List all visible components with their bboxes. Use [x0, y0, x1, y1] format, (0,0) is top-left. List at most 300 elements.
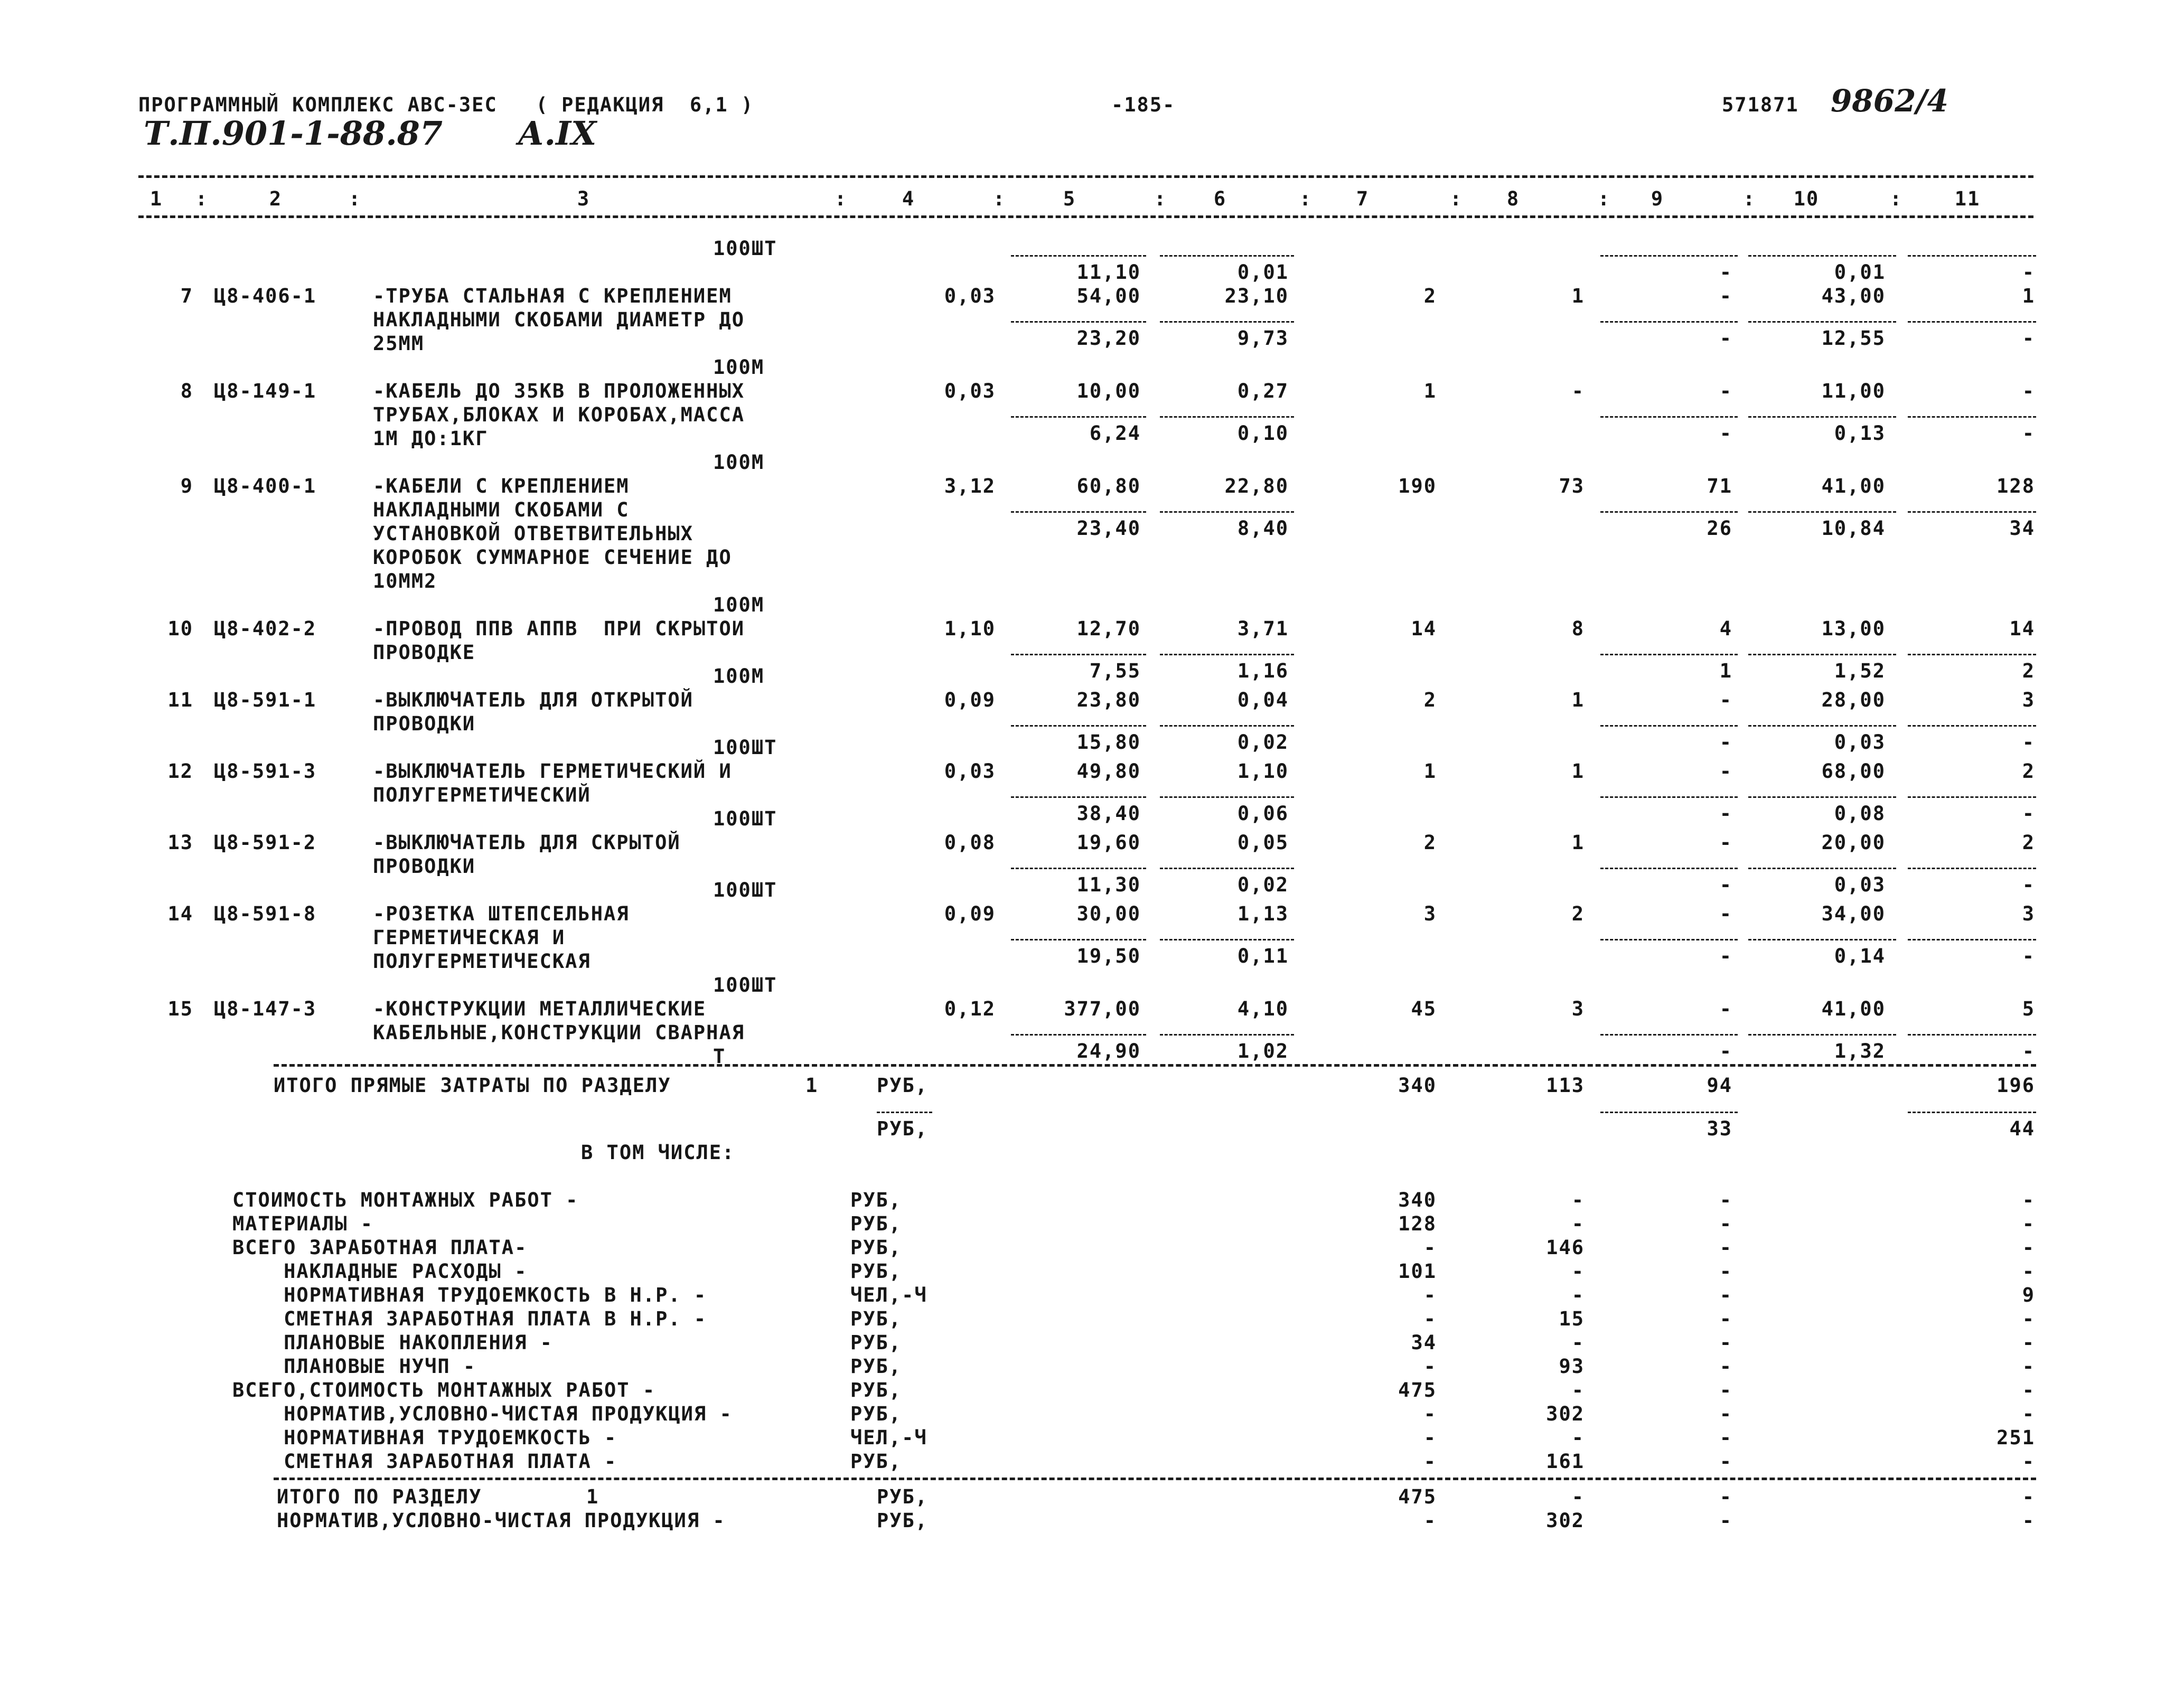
sub-rule [877, 1112, 932, 1113]
row-description: УСТАНОВКОЙ ОТВЕТВИТЕЛЬНЫХ [373, 522, 693, 545]
sub-rule [1908, 255, 2036, 257]
top-value-col6: 0,01 [1237, 261, 1289, 284]
sub-value-col10: 0,14 [1834, 945, 1886, 967]
row-value-c11: 5 [2022, 998, 2035, 1020]
row-value-c6: 1,10 [1237, 760, 1289, 783]
final-value-c11: - [2022, 1509, 2035, 1532]
sub-value-col6: 1,02 [1237, 1040, 1289, 1062]
total-sub-c9: 33 [1707, 1117, 1732, 1140]
sub-value-col9: - [1719, 802, 1732, 825]
sub-value-col11: - [2022, 327, 2035, 350]
summary-value-c11: - [2022, 1307, 2035, 1330]
row-description: -КАБЕЛИ С КРЕПЛЕНИЕМ [373, 475, 630, 497]
sub-value-col6: 0,11 [1237, 945, 1289, 967]
row-number: 13 [167, 831, 193, 854]
summary-unit: РУБ, [850, 1307, 902, 1330]
summary-value-c7: 475 [1398, 1379, 1437, 1401]
row-value-c7: 2 [1423, 689, 1437, 711]
column-header-6: 6 [1213, 187, 1227, 210]
final-value-c9: - [1719, 1485, 1732, 1508]
row-description: ПРОВОДКЕ [373, 641, 476, 664]
sub-rule [1011, 868, 1146, 869]
row-number: 8 [180, 380, 193, 402]
summary-value-c11: 251 [1996, 1426, 2035, 1449]
row-description: -ВЫКЛЮЧАТЕЛЬ ГЕРМЕТИЧЕСКИЙ И [373, 760, 732, 783]
final-value-c8: 302 [1546, 1509, 1585, 1532]
sub-rule [1600, 1034, 1738, 1036]
column-header-1: 1 [149, 187, 163, 210]
row-description: 10ММ2 [373, 570, 437, 592]
row-value-c11: 2 [2022, 831, 2035, 854]
column-separator: : [1890, 187, 1903, 210]
row-value-c5: 19,60 [1076, 831, 1141, 854]
row-value-c10: 41,00 [1821, 998, 1886, 1020]
row-value-c11: 3 [2022, 902, 2035, 925]
column-separator: : [195, 187, 209, 210]
summary-value-c8: 302 [1546, 1403, 1585, 1425]
row-value-c7: 190 [1398, 475, 1437, 497]
sub-value-col5: 15,80 [1076, 731, 1141, 754]
sub-value-col9: 26 [1707, 517, 1732, 540]
sub-value-col10: 10,84 [1821, 517, 1886, 540]
row-description: ГЕРМЕТИЧЕСКАЯ И [373, 926, 566, 949]
summary-value-c8: - [1571, 1379, 1585, 1401]
unit-label: 100ШТ [713, 879, 777, 901]
sub-rule [1160, 725, 1294, 727]
row-number: 10 [167, 617, 193, 640]
row-value-c7: 3 [1423, 902, 1437, 925]
sub-value-col5: 24,90 [1076, 1040, 1141, 1062]
sub-value-col11: 34 [2009, 517, 2035, 540]
sub-value-col9: - [1719, 422, 1732, 445]
row-description: КАБЕЛЬНЫЕ,КОНСТРУКЦИИ СВАРНАЯ [373, 1021, 745, 1044]
summary-value-c8: - [1571, 1260, 1585, 1283]
row-value-c5: 10,00 [1076, 380, 1141, 402]
unit-label: 100М [713, 594, 765, 616]
row-value-c4: 0,09 [944, 902, 996, 925]
summary-label: НАКЛАДНЫЕ РАСХОДЫ - [232, 1260, 528, 1283]
row-description: -КАБЕЛЬ ДО 35КВ В ПРОЛОЖЕННЫХ [373, 380, 745, 402]
sub-rule [1748, 654, 1896, 655]
summary-label: ВСЕГО ЗАРАБОТНАЯ ПЛАТА- [232, 1236, 528, 1259]
sub-value-col10: 0,08 [1834, 802, 1886, 825]
row-code: Ц8-149-1 [214, 380, 317, 402]
row-number: 11 [167, 689, 193, 711]
summary-value-c9: - [1719, 1189, 1732, 1211]
row-value-c4: 3,12 [944, 475, 996, 497]
summary-label: ПЛАНОВЫЕ НУЧП - [232, 1355, 476, 1378]
row-value-c11: 1 [2022, 285, 2035, 307]
sub-value-col10: 1,32 [1834, 1040, 1886, 1062]
summary-value-c8: 161 [1546, 1450, 1585, 1473]
unit-label: 100ШТ [713, 736, 777, 759]
summary-label: СМЕТНАЯ ЗАРАБОТНАЯ ПЛАТА В Н.Р. - [232, 1307, 707, 1330]
sub-rule [1748, 1034, 1896, 1036]
sub-rule [1748, 255, 1896, 257]
row-value-c10: 13,00 [1821, 617, 1886, 640]
page-number: -185- [1111, 93, 1176, 116]
row-value-c10: 28,00 [1821, 689, 1886, 711]
sub-rule [1160, 654, 1294, 655]
row-value-c7: 14 [1411, 617, 1437, 640]
row-value-c9: - [1719, 902, 1732, 925]
row-description: 25ММ [373, 332, 425, 355]
sub-value-col5: 19,50 [1076, 945, 1141, 967]
row-value-c4: 0,03 [944, 380, 996, 402]
total-unit: РУБ, [877, 1074, 929, 1097]
row-value-c4: 0,12 [944, 998, 996, 1020]
summary-label: НОРМАТИВНАЯ ТРУДОЕМКОСТЬ - [232, 1426, 617, 1449]
sub-value-col9: - [1719, 731, 1732, 754]
summary-value-c9: - [1719, 1355, 1732, 1378]
summary-label: СМЕТНАЯ ЗАРАБОТНАЯ ПЛАТА - [232, 1450, 617, 1473]
row-value-c9: - [1719, 760, 1732, 783]
sub-value-col6: 0,10 [1237, 422, 1289, 445]
handwritten-code: 9862/4 [1831, 83, 1948, 119]
row-value-c5: 377,00 [1064, 998, 1141, 1020]
row-description: -ТРУБА СТАЛЬНАЯ С КРЕПЛЕНИЕМ [373, 285, 732, 307]
summary-value-c9: - [1719, 1426, 1732, 1449]
sub-value-col6: 1,16 [1237, 660, 1289, 682]
including-label: В ТОМ ЧИСЛЕ: [581, 1141, 735, 1164]
row-value-c8: - [1571, 380, 1585, 402]
total-value-c9: 94 [1707, 1074, 1732, 1097]
summary-value-c7: - [1423, 1355, 1437, 1378]
handwritten-project: Т.П.901-1-88.87 [144, 114, 443, 153]
column-header-9: 9 [1651, 187, 1664, 210]
row-description: 1М ДО:1КГ [373, 427, 489, 450]
row-value-c7: 45 [1411, 998, 1437, 1020]
final-value-c7: - [1423, 1509, 1437, 1532]
sub-value-col11: - [2022, 422, 2035, 445]
sub-rule [1160, 255, 1294, 257]
summary-value-c9: - [1719, 1236, 1732, 1259]
summary-unit: РУБ, [850, 1236, 902, 1259]
sub-rule [1600, 416, 1738, 418]
summary-value-c11: - [2022, 1331, 2035, 1354]
sub-rule [1908, 725, 2036, 727]
unit-label: 100ШТ [713, 974, 777, 996]
row-value-c8: 3 [1571, 998, 1585, 1020]
row-value-c8: 2 [1571, 902, 1585, 925]
sub-rule [1600, 1112, 1738, 1113]
summary-unit: ЧЕЛ,-Ч [850, 1426, 927, 1449]
summary-value-c7: - [1423, 1450, 1437, 1473]
sub-rule [1160, 416, 1294, 418]
row-value-c8: 8 [1571, 617, 1585, 640]
row-code: Ц8-406-1 [214, 285, 317, 307]
sub-rule [1748, 511, 1896, 513]
sub-value-col9: - [1719, 873, 1732, 896]
sub-rule [1908, 1034, 2036, 1036]
row-description: -РОЗЕТКА ШТЕПСЕЛЬНАЯ [373, 902, 630, 925]
summary-unit: РУБ, [850, 1403, 902, 1425]
summary-value-c7: - [1423, 1236, 1437, 1259]
row-value-c6: 23,10 [1224, 285, 1289, 307]
summary-value-c11: - [2022, 1189, 2035, 1211]
sub-rule [1748, 321, 1896, 323]
summary-label: НОРМАТИВНАЯ ТРУДОЕМКОСТЬ В Н.Р. - [232, 1284, 707, 1306]
final-value-c11: - [2022, 1485, 2035, 1508]
column-header-8: 8 [1506, 187, 1520, 210]
total-value-c8: 113 [1546, 1074, 1585, 1097]
summary-value-c8: - [1571, 1212, 1585, 1235]
final-value-c9: - [1719, 1509, 1732, 1532]
row-description: ПРОВОДКИ [373, 855, 476, 878]
sub-rule [1600, 654, 1738, 655]
summary-value-c7: 128 [1398, 1212, 1437, 1235]
row-number: 9 [180, 475, 193, 497]
row-description: -ВЫКЛЮЧАТЕЛЬ ДЛЯ СКРЫТОЙ [373, 831, 681, 854]
column-header-10: 10 [1793, 187, 1820, 210]
row-value-c10: 41,00 [1821, 475, 1886, 497]
sub-rule [1011, 939, 1146, 940]
sub-value-col9: - [1719, 327, 1732, 350]
summary-unit: ЧЕЛ,-Ч [850, 1284, 927, 1306]
program-title: ПРОГРАММНЫЙ КОМПЛЕКС АВС-ЗЕС ( РЕДАКЦИЯ 6,1 ) [138, 93, 754, 116]
summary-unit: РУБ, [850, 1260, 902, 1283]
top-value-col9: - [1719, 261, 1732, 284]
row-description: КОРОБОК СУММАРНОЕ СЕЧЕНИЕ ДО [373, 546, 732, 569]
sub-value-col5: 23,40 [1076, 517, 1141, 540]
row-number: 7 [180, 285, 193, 307]
column-header-7: 7 [1356, 187, 1370, 210]
summary-value-c7: - [1423, 1284, 1437, 1306]
summary-value-c8: - [1571, 1426, 1585, 1449]
summary-value-c9: - [1719, 1284, 1732, 1306]
sub-rule [1011, 654, 1146, 655]
summary-value-c7: - [1423, 1307, 1437, 1330]
sub-value-col9: - [1719, 1040, 1732, 1062]
row-description: НАКЛАДНЫМИ СКОБАМИ С [373, 498, 630, 521]
summary-value-c8: - [1571, 1284, 1585, 1306]
final-unit: РУБ, [877, 1509, 929, 1532]
summary-value-c9: - [1719, 1307, 1732, 1330]
summary-value-c11: - [2022, 1403, 2035, 1425]
sub-value-col11: - [2022, 1040, 2035, 1062]
sub-rule [1908, 796, 2036, 798]
total-value-c7: 340 [1398, 1074, 1437, 1097]
row-value-c9: - [1719, 689, 1732, 711]
row-value-c5: 23,80 [1076, 689, 1141, 711]
sub-rule [1011, 321, 1146, 323]
summary-value-c8: - [1571, 1189, 1585, 1211]
sub-value-col5: 23,20 [1076, 327, 1141, 350]
sub-value-col10: 0,03 [1834, 873, 1886, 896]
sub-rule [1908, 939, 2036, 940]
summary-value-c11: - [2022, 1450, 2035, 1473]
row-code: Ц8-591-1 [214, 689, 317, 711]
top-value-col5: 11,10 [1076, 261, 1141, 284]
row-value-c5: 49,80 [1076, 760, 1141, 783]
row-number: 15 [167, 998, 193, 1020]
header-top-rule [138, 175, 2033, 178]
summary-value-c9: - [1719, 1212, 1732, 1235]
sub-value-col5: 38,40 [1076, 802, 1141, 825]
summary-value-c7: 34 [1411, 1331, 1437, 1354]
summary-label: ПЛАНОВЫЕ НАКОПЛЕНИЯ - [232, 1331, 553, 1354]
sub-value-col5: 6,24 [1089, 422, 1141, 445]
sub-rule [1748, 416, 1896, 418]
sub-rule [1600, 321, 1738, 323]
row-value-c6: 0,27 [1237, 380, 1289, 402]
row-value-c8: 1 [1571, 689, 1585, 711]
summary-value-c8: 93 [1559, 1355, 1585, 1378]
sub-value-col10: 0,03 [1834, 731, 1886, 754]
sub-value-col9: - [1719, 945, 1732, 967]
sub-rule [1011, 511, 1146, 513]
sub-rule [1748, 725, 1896, 727]
row-value-c8: 1 [1571, 285, 1585, 307]
row-value-c5: 30,00 [1076, 902, 1141, 925]
sub-value-col11: 2 [2022, 660, 2035, 682]
row-value-c4: 0,09 [944, 689, 996, 711]
column-header-11: 11 [1954, 187, 1981, 210]
row-number: 14 [167, 902, 193, 925]
row-value-c4: 0,03 [944, 285, 996, 307]
row-value-c9: 71 [1707, 475, 1732, 497]
sub-rule [1011, 725, 1146, 727]
row-value-c9: - [1719, 285, 1732, 307]
summary-value-c9: - [1719, 1450, 1732, 1473]
sub-value-col11: - [2022, 873, 2035, 896]
totals-top-rule [274, 1064, 2036, 1067]
sub-rule [1160, 939, 1294, 940]
sub-rule [1160, 321, 1294, 323]
row-value-c4: 0,03 [944, 760, 996, 783]
final-value-c8: - [1571, 1485, 1585, 1508]
summary-unit: РУБ, [850, 1331, 902, 1354]
summary-unit: РУБ, [850, 1355, 902, 1378]
summary-unit: РУБ, [850, 1450, 902, 1473]
summary-value-c7: 340 [1398, 1189, 1437, 1211]
column-header-2: 2 [269, 187, 283, 210]
final-unit: РУБ, [877, 1485, 929, 1508]
row-value-c6: 0,05 [1237, 831, 1289, 854]
row-value-c9: - [1719, 831, 1732, 854]
sub-rule [1908, 654, 2036, 655]
sub-rule [1908, 321, 2036, 323]
row-value-c5: 12,70 [1076, 617, 1141, 640]
sub-value-col6: 0,02 [1237, 873, 1289, 896]
row-code: Ц8-400-1 [214, 475, 317, 497]
summary-value-c7: 101 [1398, 1260, 1437, 1283]
summary-value-c11: - [2022, 1212, 2035, 1235]
sub-value-col10: 0,13 [1834, 422, 1886, 445]
sub-value-col11: - [2022, 731, 2035, 754]
column-header-5: 5 [1063, 187, 1076, 210]
unit-label: 100М [713, 665, 765, 688]
sub-rule [1600, 939, 1738, 940]
row-value-c6: 4,10 [1237, 998, 1289, 1020]
total-unit-2: РУБ, [877, 1117, 929, 1140]
sub-rule [1011, 796, 1146, 798]
row-value-c11: 2 [2022, 760, 2035, 783]
row-value-c5: 54,00 [1076, 285, 1141, 307]
handwritten-album: А.IX [518, 114, 597, 153]
row-value-c7: 1 [1423, 760, 1437, 783]
sub-value-col5: 7,55 [1089, 660, 1141, 682]
sub-rule [1011, 1034, 1146, 1036]
column-separator: : [1598, 187, 1611, 210]
row-value-c8: 73 [1559, 475, 1585, 497]
summary-value-c8: - [1571, 1331, 1585, 1354]
row-value-c4: 1,10 [944, 617, 996, 640]
row-description: -ПРОВОД ППВ АППВ ПРИ СКРЫТОИ [373, 617, 745, 640]
row-description: ПОЛУГЕРМЕТИЧЕСКИЙ [373, 784, 591, 806]
unit-label: 100М [713, 356, 765, 379]
summary-value-c11: - [2022, 1260, 2035, 1283]
sub-rule [1908, 868, 2036, 869]
row-description: ПРОВОДКИ [373, 712, 476, 735]
sub-rule [1600, 255, 1738, 257]
sub-rule [1600, 725, 1738, 727]
row-description: ТРУБАХ,БЛОКАХ И КОРОБАХ,МАССА [373, 403, 745, 426]
final-label: НОРМАТИВ,УСЛОВНО-ЧИСТАЯ ПРОДУКЦИЯ - [277, 1509, 726, 1532]
sub-value-col11: - [2022, 802, 2035, 825]
sub-rule [1600, 511, 1738, 513]
final-label: ИТОГО ПО РАЗДЕЛУ [277, 1485, 482, 1508]
column-header-3: 3 [577, 187, 590, 210]
row-code: Ц8-147-3 [214, 998, 317, 1020]
column-header-4: 4 [902, 187, 915, 210]
sub-rule [1160, 868, 1294, 869]
summary-label: СТОИМОСТЬ МОНТАЖНЫХ РАБОТ - [232, 1189, 579, 1211]
summary-label: ВСЕГО,СТОИМОСТЬ МОНТАЖНЫХ РАБОТ - [232, 1379, 656, 1401]
row-value-c9: - [1719, 998, 1732, 1020]
row-code: Ц8-591-2 [214, 831, 317, 854]
sub-rule [1160, 796, 1294, 798]
column-separator: : [835, 187, 848, 210]
row-value-c10: 43,00 [1821, 285, 1886, 307]
sub-rule [1600, 796, 1738, 798]
summary-value-c9: - [1719, 1379, 1732, 1401]
sub-rule [1011, 255, 1146, 257]
row-value-c7: 2 [1423, 831, 1437, 854]
row-code: Ц8-402-2 [214, 617, 317, 640]
total-value-c11: 196 [1996, 1074, 2035, 1097]
sub-rule [1160, 511, 1294, 513]
row-value-c10: 34,00 [1821, 902, 1886, 925]
sub-value-col6: 0,06 [1237, 802, 1289, 825]
row-code: Ц8-591-3 [214, 760, 317, 783]
sub-value-col5: 11,30 [1076, 873, 1141, 896]
row-description: -КОНСТРУКЦИИ МЕТАЛЛИЧЕСКИЕ [373, 998, 707, 1020]
sub-rule [1160, 1034, 1294, 1036]
sub-value-col10: 1,52 [1834, 660, 1886, 682]
summary-value-c9: - [1719, 1331, 1732, 1354]
column-separator: : [993, 187, 1006, 210]
sub-rule [1011, 416, 1146, 418]
summary-value-c11: 9 [2022, 1284, 2035, 1306]
row-value-c6: 1,13 [1237, 902, 1289, 925]
column-separator: : [1154, 187, 1167, 210]
sub-value-col11: - [2022, 945, 2035, 967]
row-value-c8: 1 [1571, 831, 1585, 854]
sub-rule [1748, 868, 1896, 869]
row-description: ПОЛУГЕРМЕТИЧЕСКАЯ [373, 950, 591, 973]
total-section: 1 [805, 1074, 819, 1097]
row-value-c7: 1 [1423, 380, 1437, 402]
sub-rule [1600, 868, 1738, 869]
total-label: ИТОГО ПРЯМЫЕ ЗАТРАТЫ ПО РАЗДЕЛУ [274, 1074, 671, 1097]
summary-value-c11: - [2022, 1379, 2035, 1401]
row-value-c10: 11,00 [1821, 380, 1886, 402]
row-description: -ВЫКЛЮЧАТЕЛЬ ДЛЯ ОТКРЫТОЙ [373, 689, 693, 711]
total-sub-c11: 44 [2009, 1117, 2035, 1140]
unit-label: 100М [713, 451, 765, 474]
summary-unit: РУБ, [850, 1212, 902, 1235]
